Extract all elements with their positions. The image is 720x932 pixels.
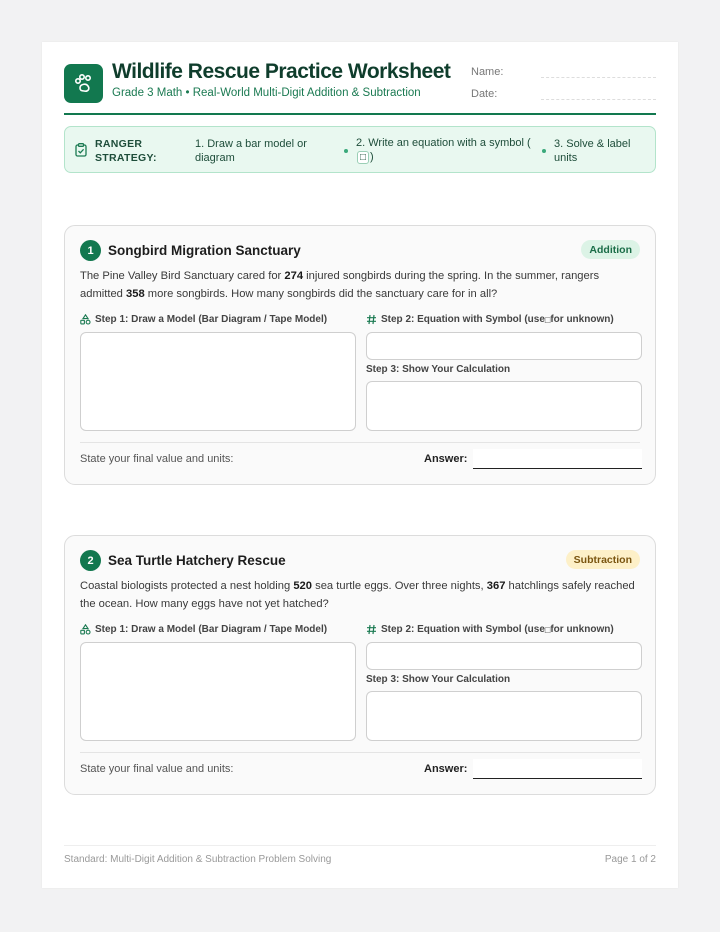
date-field[interactable] <box>471 88 656 104</box>
header-divider <box>64 113 656 115</box>
shapes-icon <box>80 624 91 635</box>
shapes-icon <box>80 314 91 325</box>
name-line <box>541 77 656 78</box>
card-divider <box>80 752 640 753</box>
problem-card-2 <box>64 535 656 795</box>
answer-label: Answer: <box>424 453 468 465</box>
strategy-step-1: 1. Draw a bar model or diagram <box>195 138 307 164</box>
strategy-bar <box>64 126 656 173</box>
equation-input[interactable] <box>366 642 642 670</box>
page-number: Page 1 of 2 <box>604 854 656 865</box>
problem-text: The Pine Valley Bird Sanctuary cared for 274 injured songbirds during the spring. In the summer, rangers admitted 358 more songbirds. How many songbirds did the sanctuary care for in all? <box>80 270 600 300</box>
problem-number-badge: 1 <box>80 240 101 261</box>
answer-input[interactable] <box>473 449 642 469</box>
problem-title: Songbird Migration Sanctuary <box>108 243 301 258</box>
problem-title: Sea Turtle Hatchery Rescue <box>108 553 286 568</box>
answer-label: Answer: <box>424 763 468 775</box>
operation-tag: Subtraction <box>566 550 640 569</box>
date-label: Date: <box>471 88 498 100</box>
step2-label: Step 2: Equation with Symbol (use □ for unknown) <box>366 624 614 635</box>
separator-dot <box>344 149 348 153</box>
footer-standard: Standard: Multi-Digit Addition & Subtraction Problem Solving <box>64 854 332 865</box>
page-subtitle: Grade 3 Math • Real-World Multi-Digit Addition & Subtraction <box>112 87 421 99</box>
final-value-prompt: State your final value and units: <box>80 763 234 775</box>
hash-icon <box>366 624 377 635</box>
unknown-box-symbol: □ <box>357 151 369 164</box>
model-drawing-box[interactable] <box>80 332 356 431</box>
paw-print-icon <box>64 64 103 103</box>
strategy-step-2: 2. Write an equation with a symbol (□ ) <box>356 137 531 163</box>
separator-dot <box>542 149 546 153</box>
worksheet-page <box>42 42 678 888</box>
problem-number-badge: 2 <box>80 550 101 571</box>
step3-label: Step 3: Show Your Calculation <box>366 674 511 685</box>
card-divider <box>80 442 640 443</box>
operation-tag: Addition <box>581 240 640 259</box>
page-title: Wildlife Rescue Practice Worksheet <box>112 60 451 83</box>
footer-divider <box>64 845 656 846</box>
model-drawing-box[interactable] <box>80 642 356 741</box>
strategy-label: RANGER STRATEGY: <box>95 138 157 164</box>
problem-card-1 <box>64 225 656 485</box>
hash-icon <box>366 314 377 325</box>
step3-label: Step 3: Show Your Calculation <box>366 364 511 375</box>
date-line <box>541 99 656 100</box>
equation-input[interactable] <box>366 332 642 360</box>
problem-text: Coastal biologists protected a nest holding 520 sea turtle eggs. Over three nights, 367 hatchlings safely reached the ocean. How many eggs have not yet hatched? <box>80 580 635 610</box>
step2-label: Step 2: Equation with Symbol (use □ for unknown) <box>366 314 614 325</box>
answer-input[interactable] <box>473 759 642 779</box>
calculation-box[interactable] <box>366 381 642 431</box>
final-value-prompt: State your final value and units: <box>80 453 234 465</box>
step1-label: Step 1: Draw a Model (Bar Diagram / Tape Model) <box>80 624 327 635</box>
calculation-box[interactable] <box>366 691 642 741</box>
name-field[interactable] <box>471 66 656 82</box>
strategy-step-3: 3. Solve & label units <box>554 138 631 164</box>
step1-label: Step 1: Draw a Model (Bar Diagram / Tape Model) <box>80 314 327 325</box>
clipboard-check-icon <box>75 143 87 160</box>
name-label: Name: <box>471 66 504 78</box>
